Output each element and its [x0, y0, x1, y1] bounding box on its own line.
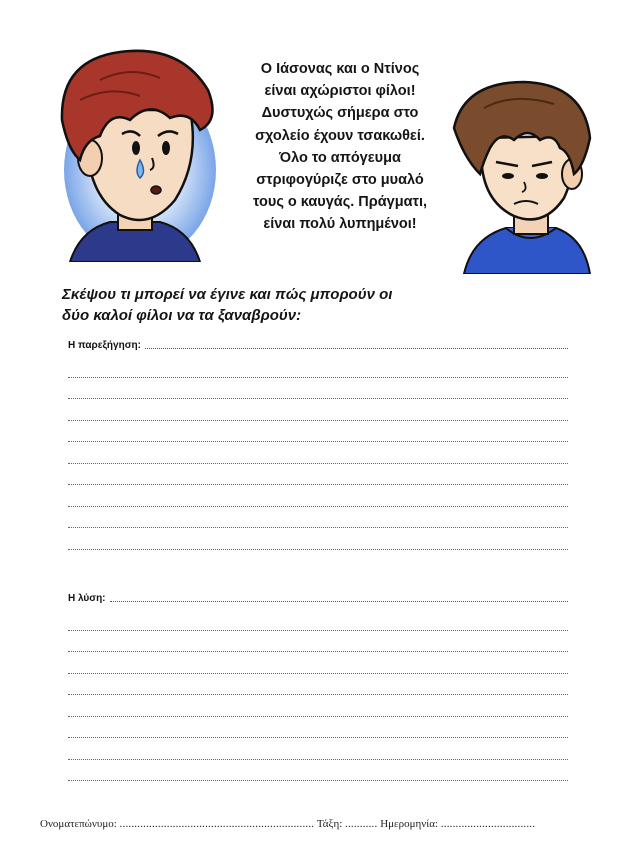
crying-boy-illustration: [40, 40, 222, 262]
explanation-writing-line[interactable]: [68, 441, 568, 442]
task-prompt: [62, 284, 392, 326]
story-line: σχολείο έχουν τσακωθεί.: [255, 127, 425, 144]
story-line: είναι πολύ λυπημένοι!: [263, 216, 417, 233]
explanation-writing-line[interactable]: [68, 506, 568, 507]
name-label: Ονοματεπώνυμο:: [40, 818, 117, 830]
solution-writing-line[interactable]: [68, 737, 568, 738]
explanation-writing-line[interactable]: [68, 527, 568, 528]
story-line: Δυστυχώς σήμερα στο: [261, 105, 419, 122]
date-label: Ημερομηνία:: [380, 818, 439, 830]
explanation-writing-line[interactable]: [68, 549, 568, 550]
solution-row: [68, 593, 568, 604]
explanation-writing-line[interactable]: [68, 398, 568, 399]
explanation-answer-line[interactable]: [145, 347, 568, 349]
class-field[interactable]: ...........: [345, 818, 378, 830]
story-text: [228, 58, 452, 236]
solution-writing-line[interactable]: [68, 630, 568, 631]
student-info-footer: [40, 818, 535, 830]
explanation-writing-line[interactable]: [68, 463, 568, 464]
story-line: στριφογύριζε στο μυαλό: [256, 172, 424, 189]
class-label: Τάξη:: [316, 818, 343, 830]
solution-answer-line[interactable]: [110, 600, 568, 602]
story-line: είναι αχώριστοι φίλοι!: [264, 83, 416, 100]
solution-writing-line[interactable]: [68, 673, 568, 674]
prompt-line: δύο καλοί φίλοι να τα ξαναβρούν:: [62, 307, 302, 324]
explanation-writing-line[interactable]: [68, 377, 568, 378]
explanation-writing-line[interactable]: [68, 484, 568, 485]
sad-boy-illustration: [444, 78, 594, 274]
explanation-label: Η παρεξήγηση:: [68, 340, 141, 351]
solution-label: Η λύση:: [68, 593, 106, 604]
story-line: Ο Ιάσονας και ο Ντίνος: [260, 61, 420, 77]
solution-writing-line[interactable]: [68, 716, 568, 717]
solution-writing-line[interactable]: [68, 694, 568, 695]
explanation-row: [68, 340, 568, 351]
explanation-writing-line[interactable]: [68, 420, 568, 421]
story-line: Όλο το απόγευμα: [279, 149, 401, 166]
name-field[interactable]: ..................................................................: [119, 818, 315, 830]
solution-writing-line[interactable]: [68, 780, 568, 781]
prompt-line: Σκέψου τι μπορεί να έγινε και πώς μπορούν οι: [62, 286, 393, 303]
solution-writing-line[interactable]: [68, 759, 568, 760]
solution-writing-line[interactable]: [68, 651, 568, 652]
story-line: τους ο καυγάς. Πράγματι,: [252, 194, 428, 211]
date-field[interactable]: ................................: [440, 818, 536, 830]
